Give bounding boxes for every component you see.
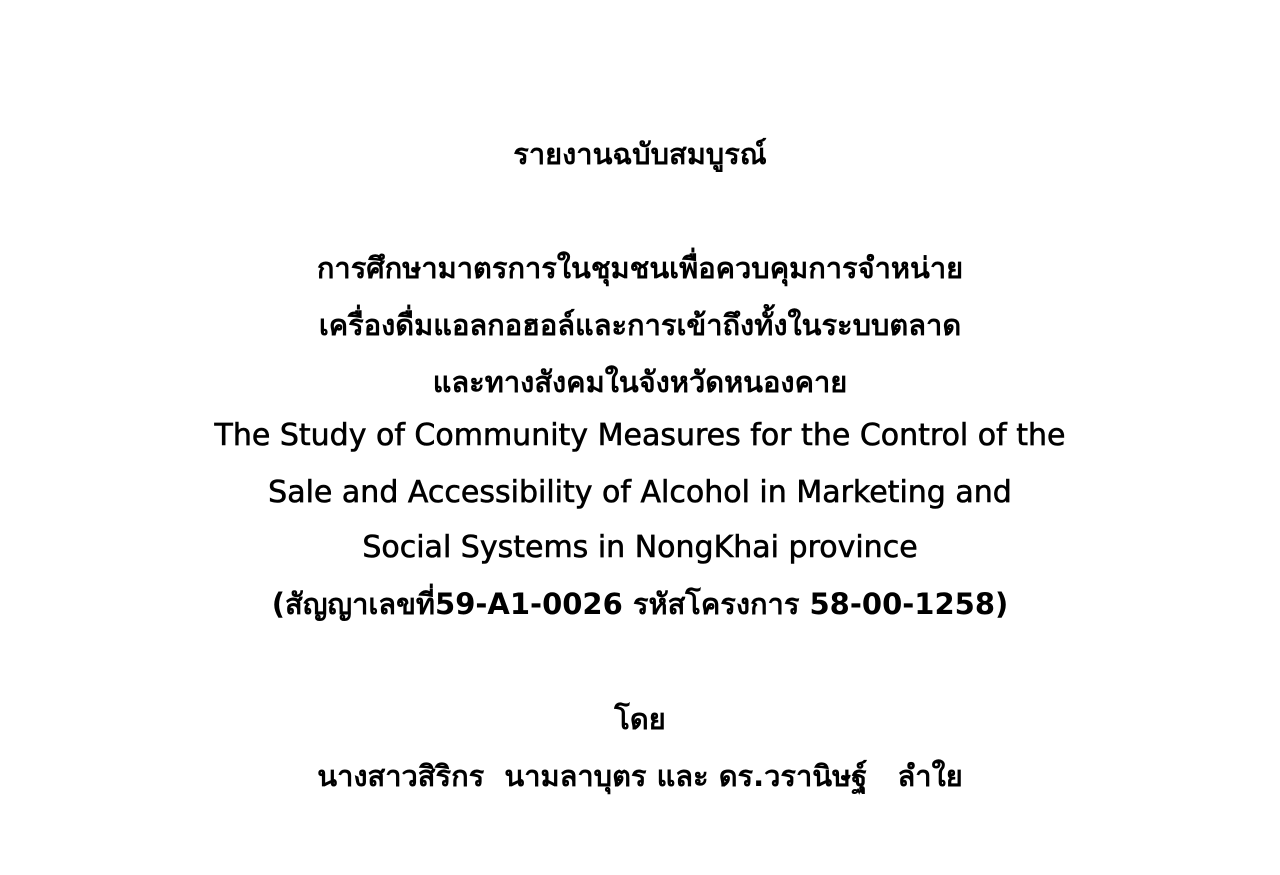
report-type-heading: รายงานฉบับสมบูรณ์: [513, 137, 767, 171]
english-title-line-1: The Study of Community Measures for the Control of the: [214, 418, 1066, 453]
authors-line: นางสาวสิริกร นามลาบุตร และ ดร.วรานิษฐ์ ลำใย: [317, 759, 963, 793]
contract-number-line: (สัญญาเลขที่59-A1-0026 รหัสโครงการ 58-00-1258): [271, 587, 1009, 621]
by-label: โดย: [614, 702, 666, 736]
english-title-line-3: Social Systems in NongKhai province: [362, 530, 918, 565]
thai-title-line-3: และทางสังคมในจังหวัดหนองคาย: [432, 365, 848, 399]
english-title-line-2: Sale and Accessibility of Alcohol in Marketing and: [268, 475, 1012, 510]
thai-title-line-1: การศึกษามาตรการในชุมชนเพื่อควบคุมการจำหน่าย: [316, 251, 964, 285]
thai-title-line-2: เครื่องดื่มแอลกอฮอล์และการเข้าถึงทั้งในระบบตลาด: [318, 308, 962, 342]
